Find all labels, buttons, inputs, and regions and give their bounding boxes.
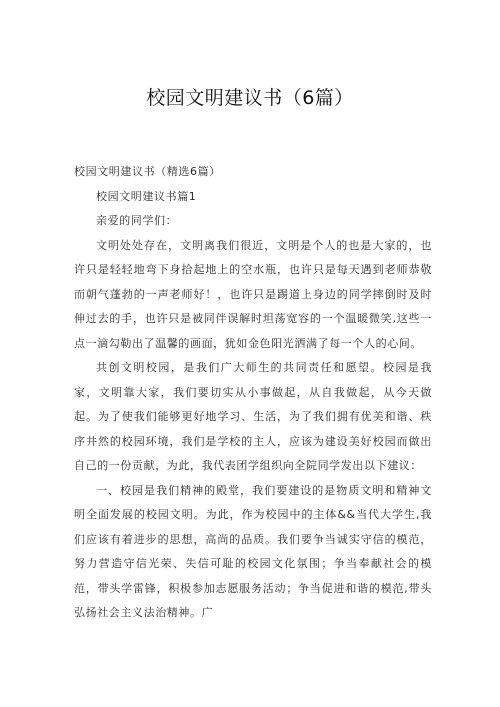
paragraph: 校园文明建议书（精选6篇） <box>74 165 221 178</box>
document-body <box>74 160 432 626</box>
paragraph: 共创文明校园，是我们广大师生的共同责任和愿望。校园是我家，文明靠大家，我们要切实从小事做起，从自我做起，从今天做起。为了使我们能够更好地学习、生活，为了我们拥有优美和谐、秩序井然的校园环境，我们是学校的主人，应该为建设美好校园而做出自己的一份贡献，为此，我代表团学组织向全院同学发出以下建议： <box>74 361 432 472</box>
paragraph: 校园文明建议书篇1 <box>96 189 197 203</box>
paragraph: 文明处处存在，文明离我们很近，文明是个人的也是大家的，也许只是轻轻地弯下身拾起地上的空水瓶，也许只是每天遇到老师恭敬而朝气蓬勃的一声老师好！，也许只是踢道上身边的同学摔倒时及时伸过去的手，也许只是被同伴误解时坦荡宽容的一个温暖微笑,这些一点一滴勾勒出了温馨的画面，犹如金色阳光洒满了每一个人的心间。 <box>74 238 432 350</box>
document-title: 校园文明建议书（6篇） <box>146 87 354 109</box>
paragraph: 一、校园是我们精神的殿堂，我们要建设的是物质文明和精神文明全面发展的校园文明。为此，作为校园中的主体&&当代大学生,我们应该有着进步的思想，高尚的品质。我们要争当诚实守信的模范，努力营造守信光荣、失信可耻的校园文化氛围；争当奉献社会的模范，带头学雷锋，积极参加志愿服务活动；争当促进和谐的模范,带头弘扬社会主义法治精神。广 <box>74 483 432 619</box>
paragraph: 亲爱的同学们： <box>96 214 178 227</box>
